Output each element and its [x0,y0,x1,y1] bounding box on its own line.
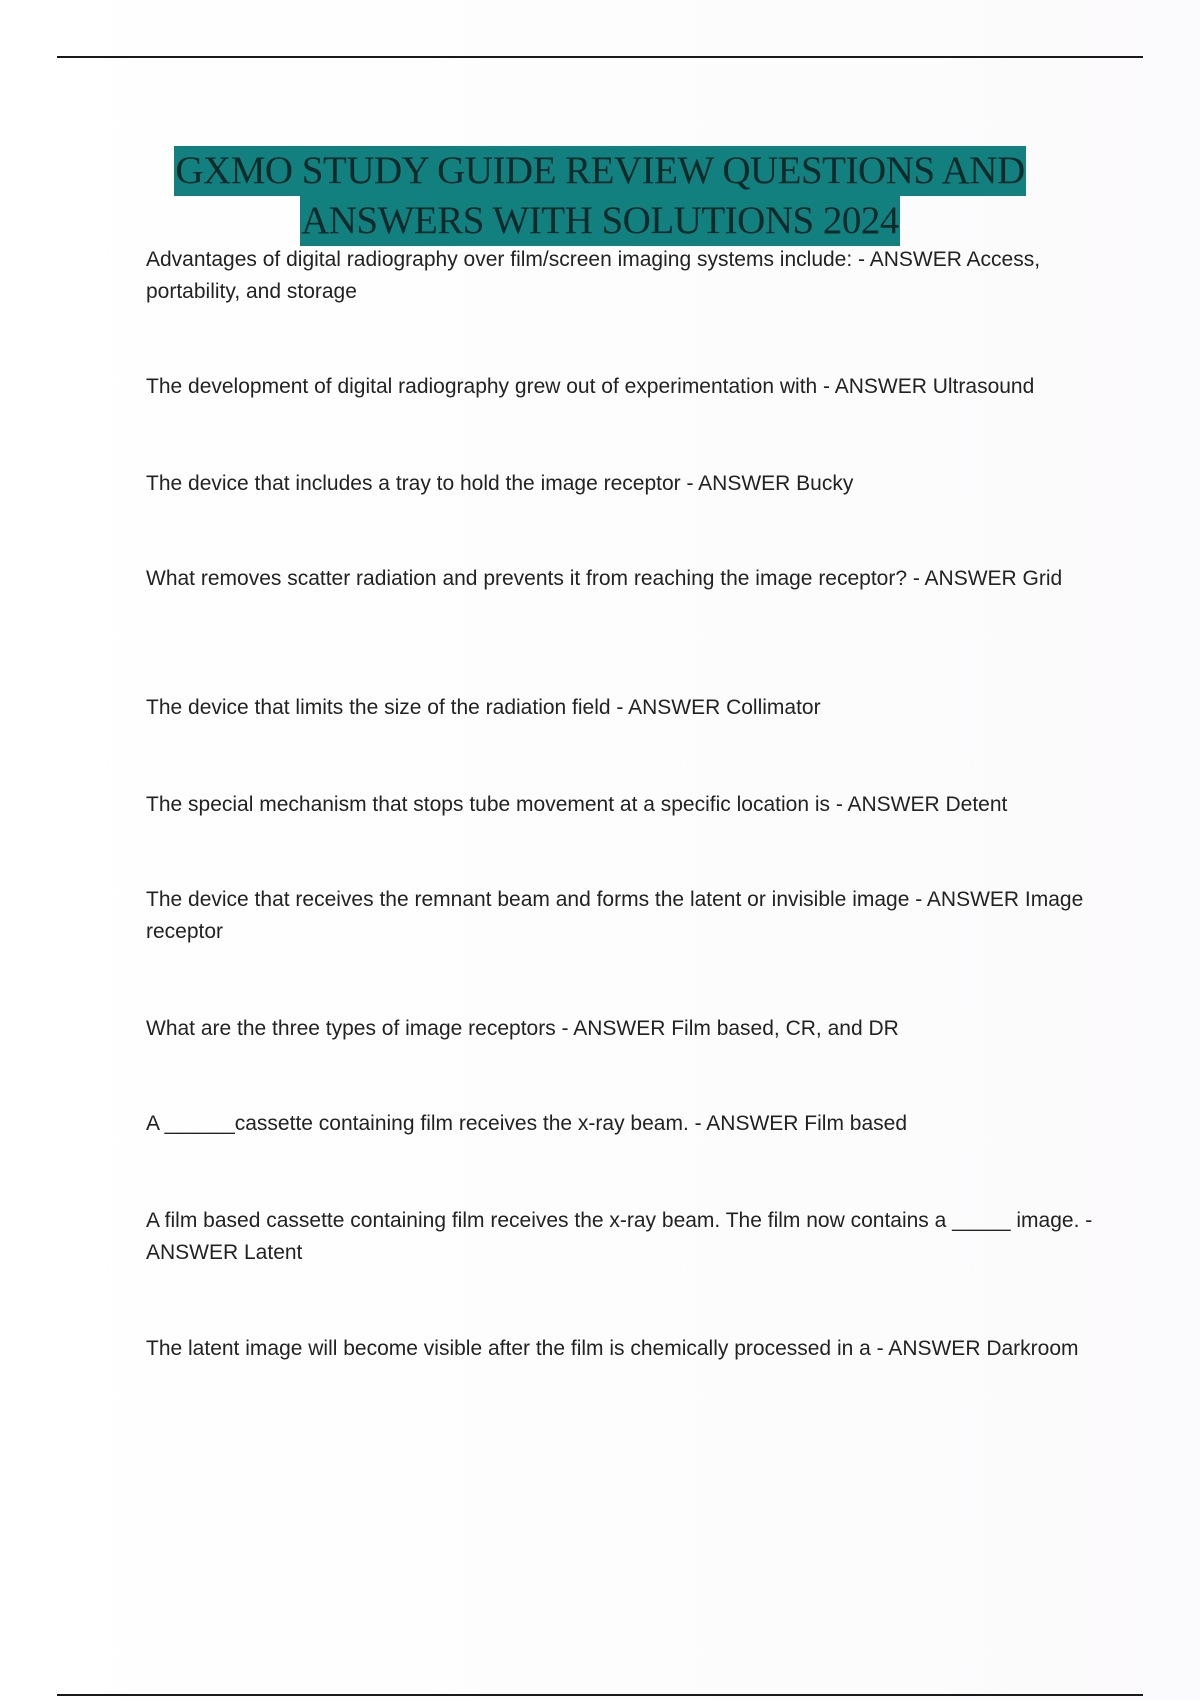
top-rule [57,56,1143,58]
title-line-2: ANSWERS WITH SOLUTIONS 2024 [300,196,900,246]
qa-item-9: A ______cassette containing film receives the x-ray beam. - ANSWER Film based [146,1112,908,1135]
document-title [0,146,1200,246]
qa-item-8: What are the three types of image receptors - ANSWER Film based, CR, and DR [146,1017,899,1040]
qa-item-7: The device that receives the remnant beam and forms the latent or invisible image - ANSWER Image receptor [146,888,1084,943]
qa-item-1: Advantages of digital radiography over film/screen imaging systems include: - ANSWER Access, portability, and storage [146,248,1041,303]
qa-item-2: The development of digital radiography grew out of experimentation with - ANSWER Ultrasound [146,375,1035,398]
qa-item-11: The latent image will become visible after the film is chemically processed in a - ANSWER Darkroom [146,1337,1079,1360]
qa-item-10: A film based cassette containing film receives the x-ray beam. The film now contains a _____ image. - ANSWER Latent [146,1209,1093,1264]
qa-item-3: The device that includes a tray to hold the image receptor - ANSWER Bucky [146,472,854,495]
bottom-rule [57,1694,1143,1696]
qa-item-5: The device that limits the size of the radiation field - ANSWER Collimator [146,696,821,719]
qa-item-6: The special mechanism that stops tube movement at a specific location is - ANSWER Detent [146,793,1008,816]
qa-item-4: What removes scatter radiation and prevents it from reaching the image receptor? - ANSWER Grid [146,567,1063,590]
title-line-1: GXMO STUDY GUIDE REVIEW QUESTIONS AND [174,146,1025,196]
